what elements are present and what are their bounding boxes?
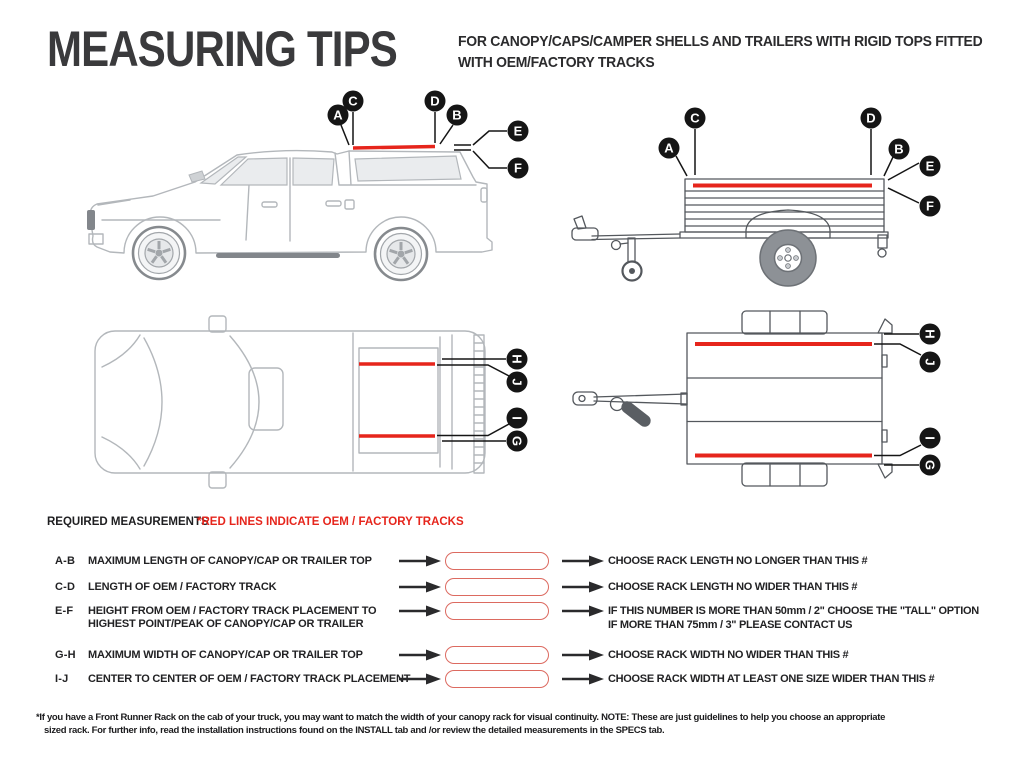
svg-text:H: H bbox=[922, 329, 938, 339]
row-description: HEIGHT FROM OEM / FACTORY TRACK PLACEMENT TO HIGHEST POINT/PEAK OF CANOPY/CAP OR TRAILER bbox=[88, 605, 377, 630]
subtitle-line1: FOR CANOPY/CAPS/CAMPER SHELLS AND TRAILERS WITH RIGID TOPS FITTED bbox=[458, 33, 983, 50]
truck-top-art bbox=[95, 316, 485, 488]
svg-text:A: A bbox=[333, 107, 343, 123]
svg-text:I: I bbox=[509, 416, 525, 420]
row-key: E-F bbox=[55, 605, 74, 617]
left-mirror-top bbox=[209, 316, 226, 332]
label-badge-c bbox=[343, 91, 364, 112]
label-badge-j bbox=[920, 352, 941, 373]
canopy-window bbox=[355, 156, 461, 181]
label-badge-h bbox=[507, 349, 528, 370]
wheel-fender-top bbox=[742, 311, 827, 334]
measurement-fill-in-pill bbox=[445, 646, 549, 664]
svg-text:H: H bbox=[509, 354, 525, 364]
label-badge-c bbox=[685, 108, 706, 129]
height-gap-marks bbox=[454, 145, 471, 150]
label-badge-i bbox=[920, 428, 941, 449]
label-badge-b bbox=[889, 139, 910, 160]
measurement-fill-in-pill bbox=[445, 670, 549, 688]
label-badge-f bbox=[508, 158, 529, 179]
required-measurements-heading: REQUIRED MEASUREMENTS bbox=[47, 516, 209, 528]
subtitle-line2: WITH OEM/FACTORY TRACKS bbox=[458, 54, 655, 71]
oem-track-line bbox=[353, 147, 435, 149]
footnote-line1: *If you have a Front Runner Rack on the cab of your truck, you may want to match the width of your canopy rack for visual continuity. NOTE: These are just guidelines to help you choose an appropriate bbox=[36, 712, 886, 723]
row-description: MAXIMUM WIDTH OF CANOPY/CAP OR TRAILER TOP bbox=[88, 649, 363, 661]
label-badge-f bbox=[920, 196, 941, 217]
svg-text:G: G bbox=[509, 435, 525, 447]
arrow-right-icon bbox=[399, 555, 441, 567]
measurement-fill-in-pill bbox=[445, 578, 549, 596]
truck-top-view-diagram bbox=[80, 305, 550, 495]
measurement-row-ef bbox=[0, 605, 1024, 639]
arrow-right-icon bbox=[562, 649, 604, 661]
truck-body-art bbox=[87, 147, 492, 281]
svg-text:F: F bbox=[926, 198, 934, 214]
truck-side-view-diagram bbox=[40, 88, 540, 288]
label-badge-h bbox=[920, 324, 941, 345]
svg-text:B: B bbox=[894, 141, 904, 157]
row-result: CHOOSE RACK WIDTH AT LEAST ONE SIZE WIDER THAN THIS # bbox=[608, 673, 935, 685]
arrow-right-icon bbox=[399, 605, 441, 617]
row-description: LENGTH OF OEM / FACTORY TRACK bbox=[88, 581, 277, 593]
page-title: MEASURING TIPS bbox=[47, 21, 397, 77]
svg-text:D: D bbox=[430, 93, 440, 109]
row-key: G-H bbox=[55, 649, 76, 661]
measurement-fill-in-pill bbox=[445, 602, 549, 620]
right-mirror-top bbox=[209, 472, 226, 488]
rear-door-window bbox=[293, 158, 334, 185]
side-mirror bbox=[189, 171, 205, 182]
svg-text:I: I bbox=[922, 436, 938, 440]
svg-text:C: C bbox=[348, 93, 358, 109]
row-result: IF THIS NUMBER IS MORE THAN 50mm / 2" CHOOSE THE "TALL" OPTION IF MORE THAN 75mm / 3" PLEASE CONTACT US bbox=[608, 605, 979, 631]
svg-text:C: C bbox=[690, 110, 700, 126]
label-badge-d bbox=[861, 108, 882, 129]
arrow-right-icon bbox=[399, 673, 441, 685]
svg-text:F: F bbox=[514, 160, 522, 176]
svg-text:B: B bbox=[452, 107, 462, 123]
wheel-fender-bottom bbox=[742, 463, 827, 486]
page-subtitle bbox=[458, 31, 982, 73]
svg-text:J: J bbox=[509, 378, 525, 386]
label-badge-g bbox=[920, 455, 941, 476]
row-description: CENTER TO CENTER OF OEM / FACTORY TRACK PLACEMENT bbox=[88, 673, 411, 685]
arrow-right-icon bbox=[562, 673, 604, 685]
row-key: I-J bbox=[55, 673, 69, 685]
rear-wheel bbox=[375, 228, 427, 280]
trailer-top-art bbox=[573, 311, 892, 486]
arrow-right-icon bbox=[562, 581, 604, 593]
measurement-fill-in-pill bbox=[445, 552, 549, 570]
svg-text:A: A bbox=[664, 140, 674, 156]
row-result: CHOOSE RACK WIDTH NO WIDER THAN THIS # bbox=[608, 649, 849, 661]
label-badge-g bbox=[507, 431, 528, 452]
red-lines-note: *RED LINES INDICATE OEM / FACTORY TRACKS bbox=[197, 516, 464, 528]
trailer-top-view-diagram bbox=[560, 300, 980, 505]
row-description: MAXIMUM LENGTH OF CANOPY/CAP OR TRAILER TOP bbox=[88, 555, 372, 567]
row-key: C-D bbox=[55, 581, 76, 593]
row-result: CHOOSE RACK LENGTH NO LONGER THAN THIS # bbox=[608, 555, 868, 567]
jockey-wheel bbox=[612, 238, 642, 281]
label-badge-e bbox=[508, 121, 529, 142]
front-wheel bbox=[133, 227, 185, 279]
label-badge-d bbox=[425, 91, 446, 112]
row-key: A-B bbox=[55, 555, 76, 567]
arrow-right-icon bbox=[399, 581, 441, 593]
trailer-wheel bbox=[760, 230, 816, 286]
svg-text:E: E bbox=[925, 158, 935, 174]
arrow-right-icon bbox=[562, 555, 604, 567]
hitch-coupler bbox=[572, 228, 598, 240]
trailer-side-view-diagram bbox=[560, 95, 980, 295]
svg-text:E: E bbox=[513, 123, 523, 139]
running-board bbox=[216, 253, 340, 258]
measurement-row-ij bbox=[0, 673, 1024, 707]
svg-text:D: D bbox=[866, 110, 876, 126]
svg-text:J: J bbox=[922, 358, 938, 366]
label-badge-b bbox=[447, 105, 468, 126]
footnote bbox=[36, 711, 885, 737]
label-badge-e bbox=[920, 156, 941, 177]
arrow-right-icon bbox=[562, 605, 604, 617]
grille bbox=[87, 210, 95, 230]
label-badge-a bbox=[659, 138, 680, 159]
arrow-right-icon bbox=[399, 649, 441, 661]
trailer-body-art bbox=[572, 179, 888, 286]
trailer-box bbox=[687, 333, 882, 464]
coupler-handle bbox=[574, 216, 586, 229]
label-badge-j bbox=[507, 372, 528, 393]
label-badge-i bbox=[507, 408, 528, 429]
footnote-line2: sized rack. For further info, read the installation instructions found on the INSTALL tab and /or review the detailed measurements in the SPECS tab. bbox=[44, 725, 665, 736]
sunroof bbox=[249, 368, 283, 430]
row-result: CHOOSE RACK LENGTH NO WIDER THAN THIS # bbox=[608, 581, 858, 593]
svg-text:G: G bbox=[922, 459, 938, 471]
